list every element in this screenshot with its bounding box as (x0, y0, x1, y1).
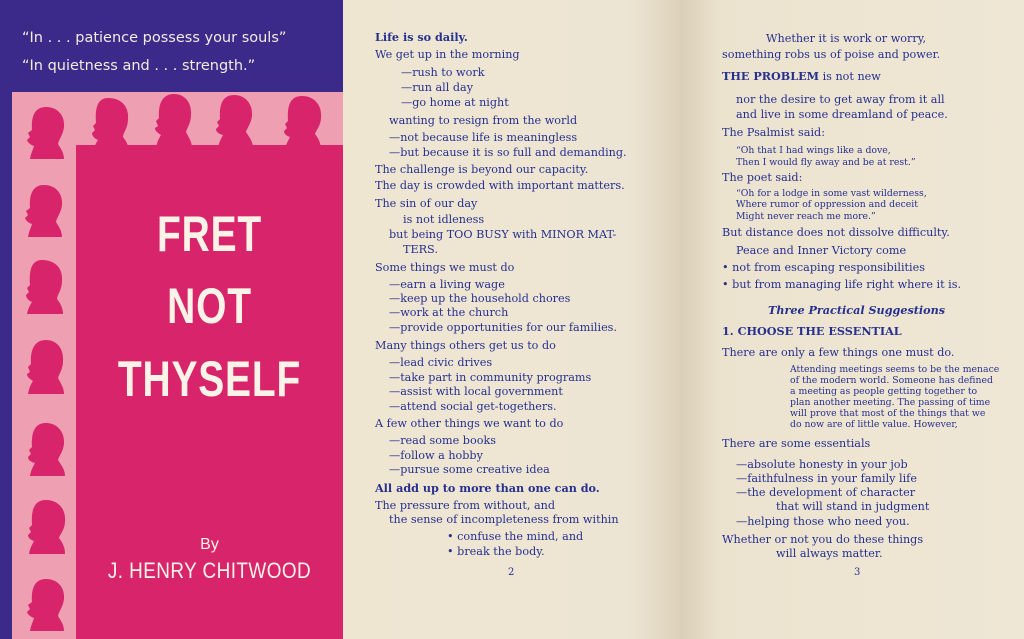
text-line: —run all day (401, 81, 474, 94)
text-line: —attend social get-togethers. (389, 400, 557, 413)
text-line-tail: is not new (819, 70, 881, 83)
text-line: There are some essentials (722, 437, 871, 450)
text-line: —work at the church (389, 306, 509, 319)
text-line: We get up in the morning (375, 48, 520, 61)
cover-page (0, 0, 343, 639)
silhouette-icon (24, 420, 70, 478)
cover-by: By (200, 536, 219, 553)
text-line: —rush to work (401, 66, 485, 79)
note-line: a meeting as people getting together to (790, 386, 978, 397)
text-line: —follow a hobby (389, 449, 483, 462)
text-line: • break the body. (447, 545, 545, 558)
text-line (722, 69, 881, 84)
text-line: that will stand in judgment (776, 500, 930, 513)
cover-quote-1: “In . . . patience possess your souls” (22, 30, 287, 46)
text-line: nor the desire to get away from it all (736, 93, 945, 106)
quote-line: “Oh for a lodge in some vast wilderness, (736, 188, 927, 199)
quote-line: “Oh that I had wings like a dove, (736, 145, 891, 156)
text-line: is not idleness (403, 213, 485, 226)
text-line: —but because it is so full and demanding. (389, 146, 627, 159)
text-line: There are only a few things one must do. (722, 346, 955, 359)
page-3 (680, 0, 1024, 639)
text-line: Whether or not you do these things (722, 533, 924, 546)
text-line: the sense of incompleteness from within (389, 513, 619, 526)
silhouette-icon (22, 338, 68, 396)
text-line: • confuse the mind, and (447, 530, 584, 543)
text-line: —not because life is meaningless (389, 131, 578, 144)
heading-the-problem: THE PROBLEM (722, 69, 820, 83)
text-line: Whether it is work or worry, (766, 32, 927, 45)
silhouette-icon (22, 258, 68, 316)
cover-title-line-1: FRET (157, 206, 262, 262)
quote-line: Where rumor of oppression and deceit (736, 199, 918, 210)
note-line: Attending meetings seems to be the menace (790, 364, 1000, 375)
silhouette-icon (280, 94, 326, 152)
note-line: plan another meeting. The passing of time (790, 397, 991, 408)
text-line: and live in some dreamland of peace. (736, 108, 948, 121)
text-line: wanting to resign from the world (389, 114, 578, 127)
silhouette-icon (24, 104, 70, 162)
quote-line: Then I would fly away and be at rest.” (736, 157, 916, 168)
text-line: —helping those who need you. (736, 515, 910, 528)
text-line: Many things others get us to do (375, 339, 556, 352)
text-line: —faithfulness in your family life (736, 472, 917, 485)
cover-author: J. HENRY CHITWOOD (107, 558, 312, 583)
silhouette-icon (212, 92, 258, 150)
silhouette-icon (150, 92, 196, 150)
silhouette-icon (22, 182, 68, 240)
text-line: something robs us of poise and power. (722, 48, 941, 61)
text-line: —assist with local government (389, 385, 563, 398)
page-number: 2 (508, 567, 515, 578)
text-line: A few other things we want to do (375, 417, 564, 430)
text-line: —read some books (389, 434, 496, 447)
text-line: —keep up the household chores (389, 292, 571, 305)
text-line: but being TOO BUSY with MINOR MAT- (389, 228, 617, 241)
cover-title-line-3: THYSELF (117, 351, 302, 407)
text-line: —pursue some creative idea (389, 463, 550, 476)
silhouette-icon (24, 498, 70, 556)
text-line: But distance does not dissolve difficulty. (722, 226, 950, 239)
text-line: TERS. (403, 243, 438, 256)
text-line: The Psalmist said: (722, 126, 825, 139)
text-line: The poet said: (722, 171, 803, 184)
text-line: • but from managing life right where it is. (722, 278, 962, 291)
text-line: The day is crowded with important matters. (375, 179, 625, 192)
section-heading: Three Practical Suggestions (768, 303, 946, 317)
text-line: The pressure from without, and (375, 499, 556, 512)
note-line: do now are of little value. However, (790, 419, 958, 430)
note-line: will prove that most of the things that we (790, 408, 986, 419)
text-line: —lead civic drives (389, 356, 493, 369)
note-line: of the modern world. Someone has defined (790, 375, 993, 386)
text-line: —take part in community programs (389, 371, 592, 384)
text-line: Some things we must do (375, 261, 515, 274)
text-line: —absolute honesty in your job (736, 458, 908, 471)
text-line: Life is so daily. (375, 30, 468, 44)
silhouette-icon (24, 576, 70, 634)
text-line: The challenge is beyond our capacity. (375, 163, 589, 176)
text-line: —earn a living wage (389, 278, 505, 291)
silhouette-icon (88, 96, 134, 154)
text-line: All add up to more than one can do. (375, 481, 600, 495)
text-line: —the development of character (736, 486, 916, 499)
section-heading: 1. CHOOSE THE ESSENTIAL (722, 324, 902, 338)
quote-line: Might never reach me more.” (736, 211, 876, 222)
text-line: Peace and Inner Victory come (736, 244, 907, 257)
text-line: The sin of our day (375, 197, 478, 210)
cover-quote-2: “In quietness and . . . strength.” (22, 58, 256, 74)
text-line: —provide opportunities for our families. (389, 321, 617, 334)
page-2 (343, 0, 680, 639)
cover-title-line-2: NOT (167, 278, 252, 334)
text-line: will always matter. (776, 547, 883, 560)
page-number: 3 (854, 567, 861, 578)
text-line: —go home at night (401, 96, 509, 109)
text-line: • not from escaping responsibilities (722, 261, 925, 274)
